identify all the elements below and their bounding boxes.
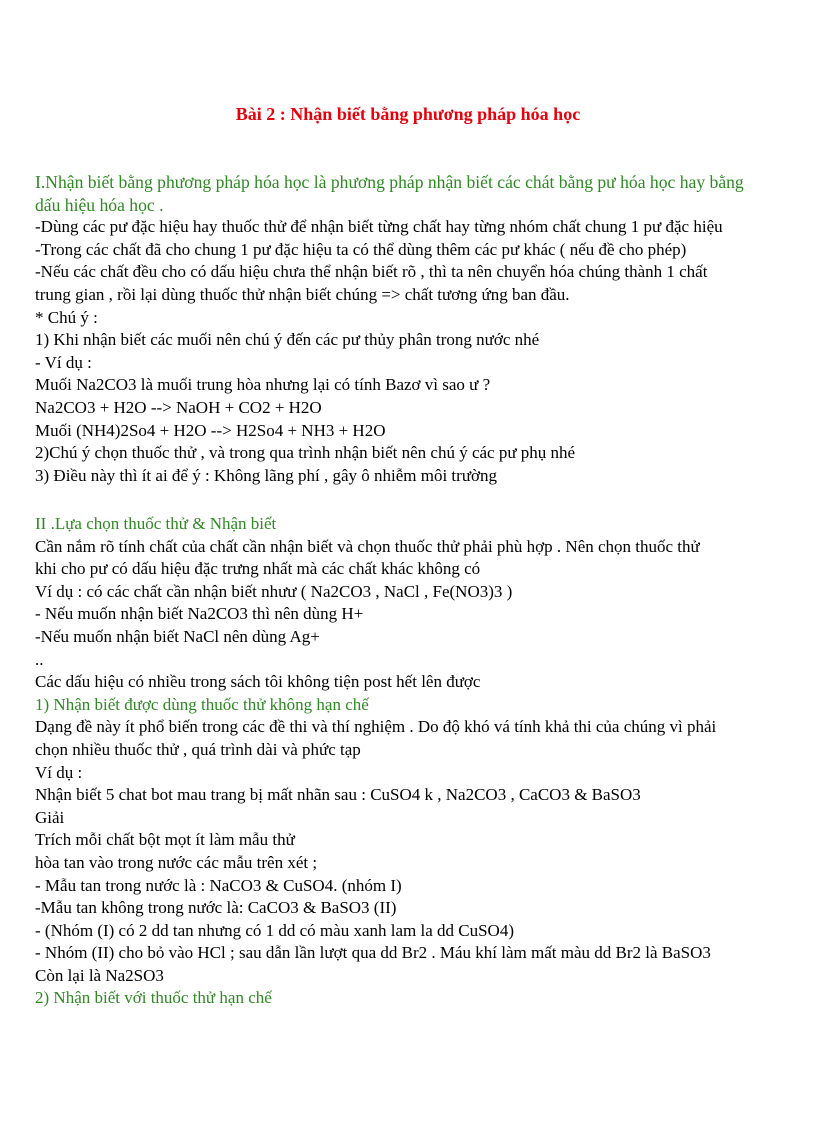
text-line: Ví dụ : (35, 762, 83, 782)
text-line: Trích mỗi chất bột mọt ít làm mẫu thử (35, 830, 295, 850)
text-line: Ví dụ : có các chất cần nhận biết nhưư ( Na2CO3 , NaCl , Fe(NO3)3 ) (35, 581, 513, 601)
text-line: .. (35, 649, 44, 669)
text-line: 3) Điều này thì ít ai để ý : Không lãng phí , gây ô nhiễm môi trường (35, 465, 498, 485)
equation-line: Na2CO3 + H2O --> NaOH + CO2 + H2O (35, 397, 322, 417)
section-2-heading: II .Lựa chọn thuốc thử & Nhận biết (35, 514, 277, 533)
section-1 (35, 171, 805, 487)
subsection-1-heading: 1) Nhận biết được dùng thuốc thử không hạn chế (35, 694, 369, 714)
text-line: Dạng đề này ít phổ biến trong các đề thi và thí nghiệm . Do độ khó vá tính khả thi của chúng vì phải (35, 717, 717, 737)
text-line: - Mẫu tan trong nước là : NaCO3 & CuSO4. (nhóm I) (35, 875, 402, 895)
text-line: - Ví dụ : (35, 352, 92, 372)
section-1-heading-line-2: dấu hiệu hóa học . (35, 194, 164, 215)
text-line: - Nhóm (II) cho bỏ vào HCl ; sau dẫn lần lượt qua dd Br2 . Máu khí làm mất màu dd Br2 là BaSO3 (35, 943, 711, 963)
text-line: trung gian , rồi lại dùng thuốc thử nhận biết chúng => chất tương ứng ban đầu. (35, 284, 570, 304)
text-line: 1) Khi nhận biết các muối nên chú ý đến các pư thủy phân trong nước nhé (35, 330, 540, 350)
document-title: Bài 2 : Nhận biết bằng phương pháp hóa học (235, 104, 581, 124)
text-line: Các dấu hiệu có nhiều trong sách tôi không tiện post hết lên được (35, 672, 481, 692)
text-line: - (Nhóm (I) có 2 dd tan nhưng có 1 dd có màu xanh lam la dd CuSO4) (35, 920, 514, 940)
text-line: - Nếu muốn nhận biết Na2CO3 thì nên dùng H+ (35, 604, 364, 624)
text-line: -Mẫu tan không trong nước là: CaCO3 & BaSO3 (II) (35, 898, 397, 918)
section-2 (35, 513, 805, 1010)
text-line: Nhận biết 5 chat bot mau trang bị mất nhãn sau : CuSO4 k , Na2CO3 , CaCO3 & BaSO3 (35, 785, 641, 805)
text-line: chọn nhiều thuốc thử , quá trình dài và phức tạp (35, 739, 361, 759)
text-line: 2)Chú ý chọn thuốc thử , và trong qua trình nhận biết nên chú ý các pư phụ nhé (35, 443, 576, 463)
text-line: Còn lại là Na2SO3 (35, 965, 164, 985)
subsection-2-heading: 2) Nhận biết với thuốc thử hạn chế (35, 988, 272, 1008)
text-line: -Trong các chất đã cho chung 1 pư đặc hiệu ta có thể dùng thêm các pư khác ( nếu đề cho phép) (35, 239, 687, 259)
text-line: hòa tan vào trong nước các mẫu trên xét ; (35, 852, 318, 872)
text-line: Giải (35, 807, 65, 827)
text-line: -Dùng các pư đặc hiệu hay thuốc thử để nhận biết từng chất hay từng nhóm chất chung 1 pư đặc hiệu (35, 217, 723, 237)
text-line: * Chú ý : (35, 307, 98, 327)
text-line: Muối Na2CO3 là muối trung hòa nhưng lại có tính Bazơ vì sao ư ? (35, 375, 491, 395)
text-line: khi cho pư có dấu hiệu đặc trưng nhất mà các chất khác không có (35, 559, 481, 579)
equation-line: Muối (NH4)2So4 + H2O --> H2So4 + NH3 + H2O (35, 420, 386, 440)
text-line: -Nếu muốn nhận biết NaCl nên dùng Ag+ (35, 626, 320, 646)
section-1-heading-line-1: I.Nhận biết bằng phương pháp hóa học là phương pháp nhận biết các chát bằng pư hóa học hay bằng (35, 172, 744, 192)
text-line: -Nếu các chất đều cho có dấu hiệu chưa thể nhận biết rõ , thì ta nên chuyển hóa chúng thành 1 chất (35, 262, 708, 282)
text-line: Cần nắm rõ tính chất của chất cần nhận biết và chọn thuốc thử phải phù hợp . Nên chọn thuốc thử (35, 536, 700, 556)
